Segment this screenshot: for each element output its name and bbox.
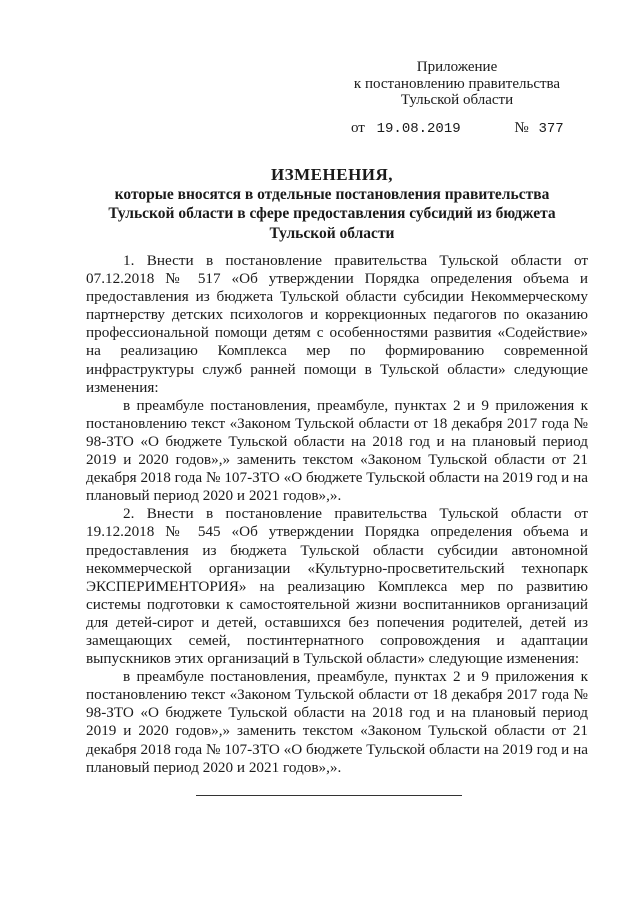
appendix-label: Приложение: [416, 59, 498, 75]
paragraph-amendment-2: в преамбуле постановления, преамбуле, пунктах 2 и 9 приложения к постановлению текст «Законом Тульской области от 18 декабря 2017 года № 98-ЗТО «О бюджете Тульской области на 2018 год и на плановый период 2019 и 2020 годов»,» заменить текстом «Законом Тульской области от 21 декабря 2018 года № 107-ЗТО «О бюджете Тульской области на 2019 год и на плановый период 2020 и 2021 годов»,».: [86, 668, 588, 776]
paragraph-item-1: 1. Внести в постановление правительства Тульской области от 07.12.2018 № 517 «Об утверждении Порядка определения объема и предоставления из бюджета Тульской области субсидии Некоммерческому партнерству детских психологов и коррекционных педагогов по оказанию профессиональной помощи детям с особенностями развития «Содействие» на реализацию Комплекса мер по формированию современной инфраструктуры служб ранней помощи в Тульской области» следующие изменения:: [86, 252, 588, 396]
paragraph-item-2: 2. Внести в постановление правительства Тульской области от 19.12.2018 № 545 «Об утверждении Порядка определения объема и предоставления из бюджета Тульской области субсидии автономной некоммерческой организации «Культурно-просветительский технопарк ЭКСПЕРИМЕНТОРИЯ» на реализацию Комплекса мер по развитию системы подготовки к самостоятельной жизни воспитанников организаций для детей-сирот и детей, оставшихся без попечения родителей, детей из замещающих семей, постинтернатного сопровождения и адаптации выпускников этих организаций в Тульской области» следующие изменения:: [86, 505, 588, 668]
date-label: от: [351, 120, 365, 136]
paragraph-amendment-1: в преамбуле постановления, преамбуле, пунктах 2 и 9 приложения к постановлению текст «Законом Тульской области от 18 декабря 2017 года № 98-ЗТО «О бюджете Тульской области на 2018 год и на плановый период 2019 и 2020 годов»,» заменить текстом «Законом Тульской области от 21 декабря 2018 года № 107-ЗТО «О бюджете Тульской области на 2019 год и на плановый период 2020 и 2021 годов»,».: [86, 396, 588, 505]
registration-number: 377: [538, 121, 564, 137]
appendix-reference: к постановлению правительства: [353, 75, 561, 92]
document-title: ИЗМЕНЕНИЯ,: [270, 165, 394, 184]
registration-line: [351, 120, 564, 137]
document-body: [86, 252, 588, 777]
document-heading: [80, 165, 584, 243]
appendix-region: Тульской области: [400, 92, 514, 108]
registration-date: 19.08.2019: [376, 121, 461, 137]
document-subtitle: которые вносятся в отдельные постановления правительства Тульской области в сфере предоставления субсидий из бюджета Тульской области: [108, 185, 556, 242]
appendix-block: [352, 59, 562, 109]
end-divider: [196, 795, 462, 796]
number-label: №: [514, 120, 529, 136]
